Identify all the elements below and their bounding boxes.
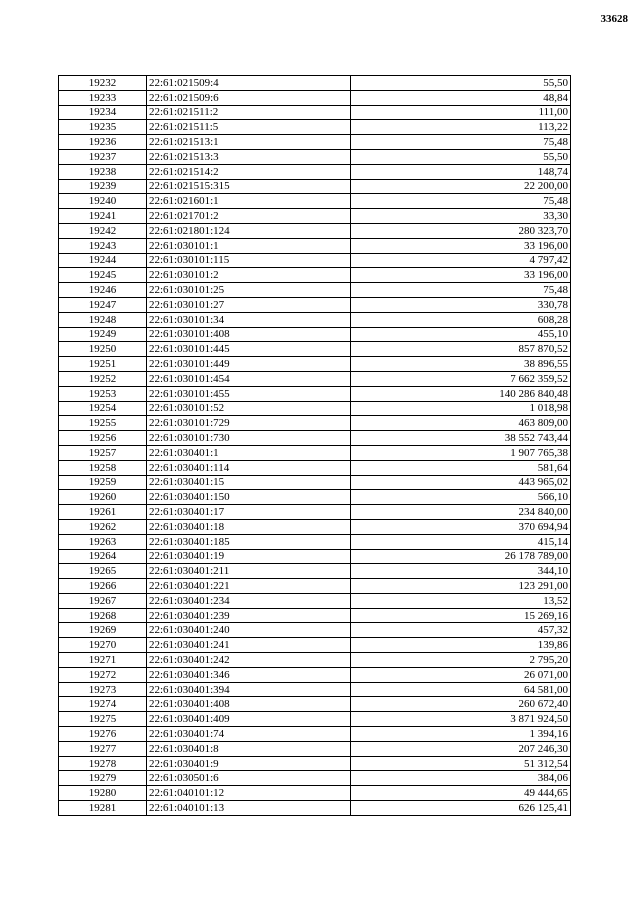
table-row xyxy=(59,519,571,534)
table-row xyxy=(59,194,571,209)
row-number: 19273 xyxy=(59,682,147,697)
table-row xyxy=(59,653,571,668)
value-cell: 330,78 xyxy=(351,297,571,312)
row-number: 19262 xyxy=(59,519,147,534)
value-cell: 51 312,54 xyxy=(351,756,571,771)
row-number: 19254 xyxy=(59,401,147,416)
row-number: 19251 xyxy=(59,357,147,372)
cadastral-number: 22:61:030501:6 xyxy=(147,771,351,786)
value-cell: 443 965,02 xyxy=(351,475,571,490)
table-row xyxy=(59,90,571,105)
row-number: 19280 xyxy=(59,786,147,801)
table-row xyxy=(59,579,571,594)
value-cell: 344,10 xyxy=(351,564,571,579)
cadastral-number: 22:61:030401:408 xyxy=(147,697,351,712)
cadastral-number: 22:61:021513:1 xyxy=(147,135,351,150)
row-number: 19235 xyxy=(59,120,147,135)
table-row xyxy=(59,771,571,786)
row-number: 19244 xyxy=(59,253,147,268)
value-cell: 857 870,52 xyxy=(351,342,571,357)
value-cell: 33 196,00 xyxy=(351,238,571,253)
cadastral-number: 22:61:030401:234 xyxy=(147,593,351,608)
cadastral-number: 22:61:030401:18 xyxy=(147,519,351,534)
row-number: 19252 xyxy=(59,371,147,386)
cadastral-number: 22:61:021801:124 xyxy=(147,223,351,238)
value-cell: 260 672,40 xyxy=(351,697,571,712)
cadastral-number: 22:61:030401:17 xyxy=(147,505,351,520)
value-cell: 26 071,00 xyxy=(351,667,571,682)
value-cell: 75,48 xyxy=(351,194,571,209)
table-row xyxy=(59,756,571,771)
value-cell: 1 018,98 xyxy=(351,401,571,416)
cadastral-number: 22:61:040101:13 xyxy=(147,801,351,816)
cadastral-number: 22:61:030401:346 xyxy=(147,667,351,682)
cadastral-number: 22:61:030401:19 xyxy=(147,549,351,564)
table-row xyxy=(59,638,571,653)
row-number: 19257 xyxy=(59,445,147,460)
value-cell: 7 662 359,52 xyxy=(351,371,571,386)
row-number: 19242 xyxy=(59,223,147,238)
table-row xyxy=(59,342,571,357)
table-row xyxy=(59,564,571,579)
table-body xyxy=(59,76,571,816)
table-row xyxy=(59,386,571,401)
table-row xyxy=(59,179,571,194)
row-number: 19239 xyxy=(59,179,147,194)
value-cell: 234 840,00 xyxy=(351,505,571,520)
row-number: 19259 xyxy=(59,475,147,490)
row-number: 19233 xyxy=(59,90,147,105)
cadastral-number: 22:61:030401:242 xyxy=(147,653,351,668)
value-cell: 566,10 xyxy=(351,490,571,505)
value-cell: 2 795,20 xyxy=(351,653,571,668)
cadastral-number: 22:61:030101:408 xyxy=(147,327,351,342)
row-number: 19271 xyxy=(59,653,147,668)
row-number: 19232 xyxy=(59,76,147,91)
row-number: 19263 xyxy=(59,534,147,549)
cadastral-number: 22:61:040101:12 xyxy=(147,786,351,801)
value-cell: 64 581,00 xyxy=(351,682,571,697)
row-number: 19274 xyxy=(59,697,147,712)
value-cell: 13,52 xyxy=(351,593,571,608)
table-row xyxy=(59,120,571,135)
cadastral-number: 22:61:030401:74 xyxy=(147,727,351,742)
row-number: 19278 xyxy=(59,756,147,771)
table-row xyxy=(59,149,571,164)
value-cell: 581,64 xyxy=(351,460,571,475)
value-cell: 33 196,00 xyxy=(351,268,571,283)
cadastral-number: 22:61:030401:1 xyxy=(147,445,351,460)
row-number: 19241 xyxy=(59,209,147,224)
cadastral-number: 22:61:030101:449 xyxy=(147,357,351,372)
table-row xyxy=(59,534,571,549)
table-row xyxy=(59,445,571,460)
cadastral-number: 22:61:021515:315 xyxy=(147,179,351,194)
value-cell: 139,86 xyxy=(351,638,571,653)
cadastral-number: 22:61:030101:2 xyxy=(147,268,351,283)
table-row xyxy=(59,623,571,638)
value-cell: 15 269,16 xyxy=(351,608,571,623)
cadastral-number: 22:61:030101:455 xyxy=(147,386,351,401)
cadastral-number: 22:61:030401:240 xyxy=(147,623,351,638)
cadastral-number: 22:61:030401:9 xyxy=(147,756,351,771)
value-cell: 123 291,00 xyxy=(351,579,571,594)
cadastral-number: 22:61:030401:114 xyxy=(147,460,351,475)
row-number: 19269 xyxy=(59,623,147,638)
row-number: 19236 xyxy=(59,135,147,150)
cadastral-number: 22:61:030101:445 xyxy=(147,342,351,357)
table-row xyxy=(59,371,571,386)
row-number: 19246 xyxy=(59,283,147,298)
table-row xyxy=(59,416,571,431)
row-number: 19276 xyxy=(59,727,147,742)
value-cell: 22 200,00 xyxy=(351,179,571,194)
value-cell: 48,84 xyxy=(351,90,571,105)
value-cell: 75,48 xyxy=(351,283,571,298)
value-cell: 55,50 xyxy=(351,149,571,164)
table-row xyxy=(59,253,571,268)
cadastral-number: 22:61:030401:15 xyxy=(147,475,351,490)
cadastral-number: 22:61:030101:729 xyxy=(147,416,351,431)
row-number: 19253 xyxy=(59,386,147,401)
value-cell: 3 871 924,50 xyxy=(351,712,571,727)
value-cell: 33,30 xyxy=(351,209,571,224)
row-number: 19270 xyxy=(59,638,147,653)
row-number: 19256 xyxy=(59,431,147,446)
table-row xyxy=(59,505,571,520)
cadastral-number: 22:61:030401:239 xyxy=(147,608,351,623)
table-row xyxy=(59,712,571,727)
table-row xyxy=(59,401,571,416)
row-number: 19238 xyxy=(59,164,147,179)
table-row xyxy=(59,268,571,283)
row-number: 19240 xyxy=(59,194,147,209)
registry-table xyxy=(58,75,571,816)
value-cell: 626 125,41 xyxy=(351,801,571,816)
table-row xyxy=(59,490,571,505)
row-number: 19261 xyxy=(59,505,147,520)
cadastral-number: 22:61:030401:241 xyxy=(147,638,351,653)
table-row xyxy=(59,283,571,298)
cadastral-number: 22:61:030101:52 xyxy=(147,401,351,416)
cadastral-number: 22:61:021509:4 xyxy=(147,76,351,91)
table-row xyxy=(59,667,571,682)
value-cell: 111,00 xyxy=(351,105,571,120)
cadastral-number: 22:61:021513:3 xyxy=(147,149,351,164)
row-number: 19249 xyxy=(59,327,147,342)
cadastral-number: 22:61:030401:8 xyxy=(147,741,351,756)
row-number: 19277 xyxy=(59,741,147,756)
row-number: 19264 xyxy=(59,549,147,564)
row-number: 19247 xyxy=(59,297,147,312)
table-row xyxy=(59,608,571,623)
value-cell: 370 694,94 xyxy=(351,519,571,534)
cadastral-number: 22:61:030401:150 xyxy=(147,490,351,505)
cadastral-number: 22:61:030401:221 xyxy=(147,579,351,594)
table-row xyxy=(59,312,571,327)
cadastral-number: 22:61:030101:115 xyxy=(147,253,351,268)
table-row xyxy=(59,223,571,238)
cadastral-number: 22:61:030101:25 xyxy=(147,283,351,298)
row-number: 19275 xyxy=(59,712,147,727)
value-cell: 113,22 xyxy=(351,120,571,135)
row-number: 19281 xyxy=(59,801,147,816)
row-number: 19279 xyxy=(59,771,147,786)
value-cell: 140 286 840,48 xyxy=(351,386,571,401)
row-number: 19243 xyxy=(59,238,147,253)
value-cell: 26 178 789,00 xyxy=(351,549,571,564)
cadastral-number: 22:61:030101:27 xyxy=(147,297,351,312)
table-row xyxy=(59,105,571,120)
row-number: 19272 xyxy=(59,667,147,682)
value-cell: 49 444,65 xyxy=(351,786,571,801)
table-row xyxy=(59,297,571,312)
row-number: 19255 xyxy=(59,416,147,431)
table-row xyxy=(59,135,571,150)
cadastral-number: 22:61:030401:185 xyxy=(147,534,351,549)
table-row xyxy=(59,801,571,816)
value-cell: 463 809,00 xyxy=(351,416,571,431)
table-row xyxy=(59,76,571,91)
row-number: 19234 xyxy=(59,105,147,120)
table-row xyxy=(59,475,571,490)
table-row xyxy=(59,727,571,742)
value-cell: 457,32 xyxy=(351,623,571,638)
table-row xyxy=(59,357,571,372)
row-number: 19237 xyxy=(59,149,147,164)
cadastral-number: 22:61:021511:2 xyxy=(147,105,351,120)
table-row xyxy=(59,741,571,756)
cadastral-number: 22:61:030401:211 xyxy=(147,564,351,579)
value-cell: 38 552 743,44 xyxy=(351,431,571,446)
value-cell: 384,06 xyxy=(351,771,571,786)
cadastral-number: 22:61:021511:5 xyxy=(147,120,351,135)
cadastral-number: 22:61:021601:1 xyxy=(147,194,351,209)
cadastral-number: 22:61:030101:1 xyxy=(147,238,351,253)
table-row xyxy=(59,238,571,253)
cadastral-number: 22:61:030101:454 xyxy=(147,371,351,386)
table-row xyxy=(59,460,571,475)
page-number: 33628 xyxy=(600,13,628,25)
table-row xyxy=(59,697,571,712)
value-cell: 75,48 xyxy=(351,135,571,150)
cadastral-number: 22:61:021509:6 xyxy=(147,90,351,105)
value-cell: 148,74 xyxy=(351,164,571,179)
table-row xyxy=(59,593,571,608)
value-cell: 280 323,70 xyxy=(351,223,571,238)
cadastral-number: 22:61:030101:34 xyxy=(147,312,351,327)
value-cell: 1 394,16 xyxy=(351,727,571,742)
table-row xyxy=(59,549,571,564)
value-cell: 608,28 xyxy=(351,312,571,327)
table-row xyxy=(59,786,571,801)
value-cell: 4 797,42 xyxy=(351,253,571,268)
row-number: 19260 xyxy=(59,490,147,505)
value-cell: 38 896,55 xyxy=(351,357,571,372)
row-number: 19250 xyxy=(59,342,147,357)
value-cell: 455,10 xyxy=(351,327,571,342)
table-row xyxy=(59,431,571,446)
cadastral-number: 22:61:030101:730 xyxy=(147,431,351,446)
value-cell: 1 907 765,38 xyxy=(351,445,571,460)
row-number: 19245 xyxy=(59,268,147,283)
row-number: 19267 xyxy=(59,593,147,608)
table-row xyxy=(59,164,571,179)
value-cell: 55,50 xyxy=(351,76,571,91)
table-row xyxy=(59,682,571,697)
cadastral-number: 22:61:030401:394 xyxy=(147,682,351,697)
row-number: 19265 xyxy=(59,564,147,579)
cadastral-number: 22:61:030401:409 xyxy=(147,712,351,727)
row-number: 19248 xyxy=(59,312,147,327)
value-cell: 415,14 xyxy=(351,534,571,549)
table-row xyxy=(59,209,571,224)
cadastral-number: 22:61:021514:2 xyxy=(147,164,351,179)
table-row xyxy=(59,327,571,342)
value-cell: 207 246,30 xyxy=(351,741,571,756)
row-number: 19266 xyxy=(59,579,147,594)
row-number: 19268 xyxy=(59,608,147,623)
cadastral-number: 22:61:021701:2 xyxy=(147,209,351,224)
row-number: 19258 xyxy=(59,460,147,475)
